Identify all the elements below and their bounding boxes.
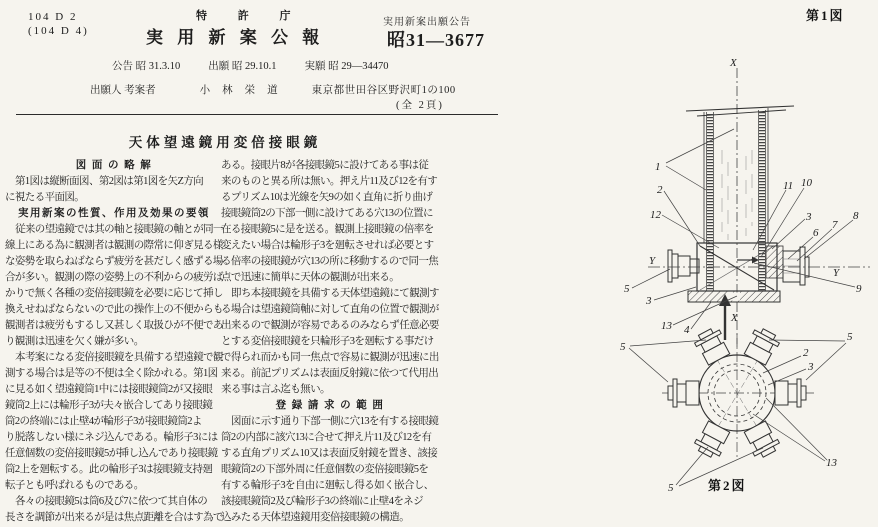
- text-line: 筒2の終端には止壁4が輪形子3が接眼鏡筒2よ: [5, 416, 202, 427]
- text-line: 長さを調節が出来るが是は焦点距離を合はす為で: [5, 512, 223, 523]
- fig2-label-3: 3: [808, 361, 814, 373]
- fig1-label-x-bottom: X: [731, 312, 738, 324]
- text-line: 即ち本接眼鏡を具備する天体望遠鏡にて観測す: [231, 288, 439, 299]
- text-line: 筒2上を廻転する。此の輪形子3は接眼鏡支持廻: [5, 464, 213, 475]
- fig2-label-13: 13: [826, 457, 837, 469]
- figures-drawing: [590, 0, 878, 527]
- text-line: 線上にある為に観測者は観測の際常に仰ぎ見る様: [5, 240, 223, 251]
- figure-1-caption: 第1図: [806, 8, 845, 23]
- fig1-label-9: 9: [856, 283, 862, 295]
- fig2-label-5-top-right: 5: [847, 331, 853, 343]
- text-line: に視たる平面図。: [5, 192, 85, 203]
- total-pages-note: (全 2頁): [396, 100, 444, 111]
- classification-codes: [28, 10, 89, 38]
- text-line: する直角プリズム10又は表面反射鏡を置き、該接: [221, 448, 438, 459]
- text-line: 有する輪形子3を自由に廻転し得る如く嵌合し、: [221, 480, 434, 491]
- fig2-label-5-bottom: 5: [668, 482, 674, 494]
- text-line: 変えたい場合は輪形子3を廻転させれば必要とす: [221, 240, 434, 251]
- text-line: 在る接眼鏡5に是を送る。観測上接眼鏡の倍率を: [221, 224, 434, 235]
- text-line: で得られ而かも同一焦点で容易に観測が迅速に出: [221, 352, 439, 363]
- fig1-label-7: 7: [832, 219, 838, 231]
- text-line: 接眼鏡筒2の下部一側に設けてある穴13の位置に: [221, 208, 433, 219]
- invention-title: 天体望遠鏡用変倍接眼鏡: [128, 135, 322, 150]
- date-requested: 実願 昭 29—34470: [304, 61, 389, 72]
- fig1-label-3-left: 3: [646, 295, 652, 307]
- fig1-label-1: 1: [655, 161, 661, 173]
- fig2-label-2: 2: [803, 347, 809, 359]
- publication-number: 昭31—3677: [387, 30, 485, 50]
- fig1-label-4: 4: [684, 324, 690, 336]
- text-line: 観測者は疲労もするし又甚しく取扱ひが不便であ: [5, 320, 223, 331]
- figure-2-caption: 第2図: [708, 478, 747, 493]
- text-line: り脱落しない様にネジ込んである。輪形子3には: [5, 432, 218, 443]
- text-line: 来る。前記プリズムは表面反射鏡に依つて代用出: [221, 368, 439, 379]
- applicant-label: 出願人 考案者: [90, 85, 156, 96]
- fig1-label-12: 12: [650, 209, 661, 221]
- text-line: る場合は望遠鏡筒軸に対して直角の位置で観測が: [221, 304, 439, 315]
- section-heading: 実用新案の性質、作用及効果の要領: [18, 208, 210, 219]
- classification-line-1: 104 D 2: [28, 11, 78, 23]
- applicant-row: [90, 82, 456, 97]
- fig1-label-x-top: X: [730, 57, 737, 69]
- figure-1-drawing: [624, 8, 870, 356]
- applicant-address: 東京都世田谷区野沢町1の100: [311, 85, 456, 96]
- applicant-name: 小林栄道: [199, 85, 290, 96]
- text-line: り観測は迅速を欠く嫌が多い。: [5, 336, 144, 347]
- header-divider: [16, 114, 498, 115]
- text-line: 換えせねばならないので此の操作上の不便からも: [5, 304, 223, 315]
- text-column-right: [221, 158, 439, 526]
- text-line: 出来るので観測が容易であるのみならず任意必要: [221, 320, 439, 331]
- text-line: 筒2の内部に該穴13に合せて押え片11及び12を有: [221, 432, 432, 443]
- text-line: る倍率の接眼鏡が穴13の所に移動するので同一焦: [221, 256, 439, 267]
- text-line: 各々の接眼鏡5は筒6及び7に依つて其自体の: [15, 496, 208, 507]
- fig1-label-10: 10: [801, 177, 812, 189]
- fig1-label-6: 6: [813, 227, 819, 239]
- classification-line-2: (104 D 4): [28, 25, 89, 37]
- text-line: 第1図は縦断面図、第2図は第1図を矢Z方向: [15, 176, 204, 187]
- publication-notice: 実用新案出願公告: [383, 17, 471, 28]
- text-line: 鏡筒2上には輪形子3が夫々嵌合してあり接眼鏡: [5, 400, 213, 411]
- fig1-label-5: 5: [624, 283, 630, 295]
- text-line: とする変倍接眼鏡を只輪形子3を廻転する事だけ: [221, 336, 434, 347]
- text-line: ある。接眼片8が各接眼鏡5に設けてある事は従: [221, 160, 429, 171]
- text-line: 合が多い。観測の際の姿勢上の不利からの疲労ば: [5, 272, 223, 283]
- fig1-label-y-right: Y: [833, 267, 840, 279]
- text-line: かりで無く各種の変倍接眼鏡を必要に応じて挿し: [5, 288, 223, 299]
- text-line: に見る如く望遠鏡筒1中には接眼鏡筒2が又接眼: [5, 384, 213, 395]
- section-heading: 登 録 請 求 の 範 囲: [275, 400, 385, 411]
- text-line: 込みたる天体望遠鏡用変倍接眼鏡の構造。: [221, 512, 410, 523]
- text-line: 該接眼鏡筒2及び輪形子3の終端に止壁4をネジ: [221, 496, 424, 507]
- text-line: 従来の望遠鏡では其の軸と接眼鏡の軸とが同一: [15, 224, 223, 235]
- fig1-label-8: 8: [853, 210, 859, 222]
- text-line: 本考案になる変倍接眼鏡を具備する望遠鏡で観: [15, 352, 223, 363]
- text-line: 転子とも呼ばれるものである。: [5, 480, 144, 491]
- text-column-left: [5, 158, 223, 526]
- figure-2-drawing: [620, 326, 853, 494]
- section-heading: 図 面 の 略 解: [75, 160, 153, 171]
- patent-office-name: 特 許 庁: [196, 10, 305, 22]
- date-filed: 出願 昭 29.10.1: [208, 61, 277, 72]
- dates-row: [112, 58, 389, 73]
- fig2-label-5-top-left: 5: [620, 341, 626, 353]
- text-line: 点で迅速に簡単に天体の観測が出来る。: [221, 272, 400, 283]
- fig1-label-3-right: 3: [806, 211, 812, 223]
- date-published: 公告 昭 31.3.10: [112, 61, 181, 72]
- text-line: 来る事は言ふ迄も無い。: [221, 384, 330, 395]
- gazette-title: 実 用 新 案 公 報: [146, 28, 325, 47]
- text-line: 来のものと異る所は無い。押え片11及び12を有す: [221, 176, 438, 187]
- fig1-label-13: 13: [661, 320, 672, 332]
- text-line: るプリズム10は光線を矢9の如く直角に折り曲げ: [221, 192, 433, 203]
- text-line: 眼鏡筒2の下部外周に任意個数の変倍接眼鏡5を: [221, 464, 429, 475]
- fig1-label-y-left: Y: [649, 255, 656, 267]
- text-line: 測する場合は是等の不便は全く除かれる。第1図: [5, 368, 218, 379]
- fig1-label-2: 2: [657, 184, 663, 196]
- fig1-label-z: Z: [716, 341, 724, 356]
- text-line: な姿勢を取らねばならず疲労を甚だしく感ずる場: [5, 256, 223, 267]
- fig1-label-11: 11: [783, 180, 794, 192]
- text-line: 図面に示す通り下部一側に穴13を有する接眼鏡: [231, 416, 439, 427]
- text-line: 任意個数の変倍接眼鏡5が挿し込んであり接眼鏡: [5, 448, 218, 459]
